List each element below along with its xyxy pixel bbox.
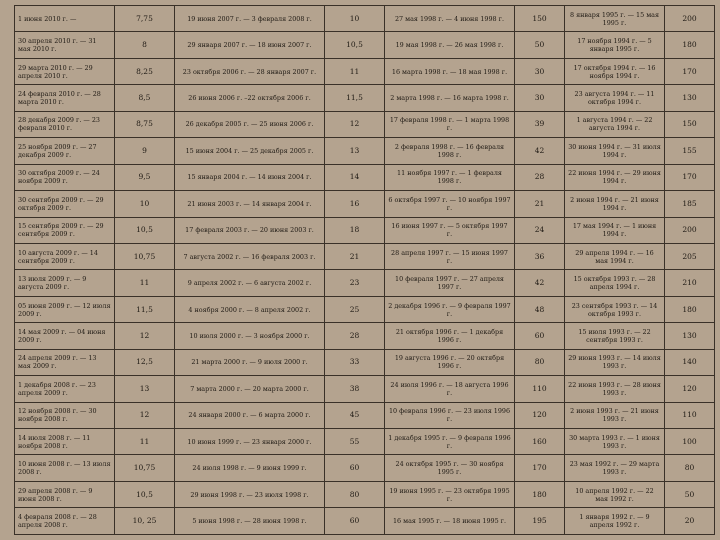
table-row xyxy=(15,455,715,481)
rate-history-document xyxy=(14,5,714,535)
period-cell: 2 июня 1994 г. — 21 июня 1994 г. xyxy=(565,191,665,217)
period-cell: 26 декабря 2005 г. — 25 июня 2006 г. xyxy=(175,111,325,137)
rate-cell: 10,5 xyxy=(325,32,385,58)
period-cell: 25 ноября 2009 г. — 27 декабря 2009 г. xyxy=(15,138,115,164)
period-cell: 7 августа 2002 г. — 16 февраля 2003 г. xyxy=(175,243,325,269)
rate-cell: 39 xyxy=(515,111,565,137)
rate-cell: 10,5 xyxy=(115,481,175,507)
table-row xyxy=(15,429,715,455)
period-cell: 30 апреля 2010 г. — 31 мая 2010 г. xyxy=(15,32,115,58)
rate-cell: 8 xyxy=(115,32,175,58)
rate-cell: 200 xyxy=(665,6,715,32)
period-cell: 17 февраля 2003 г. — 20 июня 2003 г. xyxy=(175,217,325,243)
rate-cell: 13 xyxy=(115,376,175,402)
period-cell: 7 марта 2000 г. — 20 марта 2000 г. xyxy=(175,376,325,402)
period-cell: 05 июня 2009 г. — 12 июля 2009 г. xyxy=(15,296,115,322)
rate-cell: 16 xyxy=(325,191,385,217)
rate-cell: 36 xyxy=(515,243,565,269)
rate-cell: 180 xyxy=(515,481,565,507)
rate-cell: 210 xyxy=(665,270,715,296)
period-cell: 6 октября 1997 г. — 10 ноября 1997 г. xyxy=(385,191,515,217)
table-row xyxy=(15,402,715,428)
rate-cell: 21 xyxy=(325,243,385,269)
rate-cell: 130 xyxy=(665,85,715,111)
table-row xyxy=(15,58,715,84)
rate-cell: 170 xyxy=(665,58,715,84)
rate-cell: 80 xyxy=(515,349,565,375)
period-cell: 15 января 2004 г. — 14 июня 2004 г. xyxy=(175,164,325,190)
period-cell: 10 июля 2000 г. — 3 ноября 2000 г. xyxy=(175,323,325,349)
period-cell: 10 августа 2009 г. — 14 сентября 2009 г. xyxy=(15,243,115,269)
period-cell: 2 июня 1993 г. — 21 июня 1993 г. xyxy=(565,402,665,428)
rate-cell: 24 xyxy=(515,217,565,243)
period-cell: 23 сентября 1993 г. — 14 октября 1993 г. xyxy=(565,296,665,322)
period-cell: 26 июня 2006 г. –22 октября 2006 г. xyxy=(175,85,325,111)
table-row xyxy=(15,243,715,269)
rate-cell: 155 xyxy=(665,138,715,164)
period-cell: 17 ноября 1994 г. — 5 января 1995 г. xyxy=(565,32,665,58)
period-cell: 1 июня 2010 г. — xyxy=(15,6,115,32)
rate-cell: 80 xyxy=(665,455,715,481)
rate-cell: 13 xyxy=(325,138,385,164)
period-cell: 15 июня 2004 г. — 25 декабря 2005 г. xyxy=(175,138,325,164)
period-cell: 22 июня 1994 г. — 29 июня 1994 г. xyxy=(565,164,665,190)
period-cell: 21 июня 2003 г. — 14 января 2004 г. xyxy=(175,191,325,217)
period-cell: 2 февраля 1998 г. — 16 февраля 1998 г. xyxy=(385,138,515,164)
rate-cell: 150 xyxy=(665,111,715,137)
period-cell: 29 июня 1998 г. — 23 июля 1998 г. xyxy=(175,481,325,507)
period-cell: 23 октября 2006 г. — 28 января 2007 г. xyxy=(175,58,325,84)
period-cell: 15 июля 1993 г. — 22 сентября 1993 г. xyxy=(565,323,665,349)
table-row xyxy=(15,349,715,375)
period-cell: 17 мая 1994 г. — 1 июня 1994 г. xyxy=(565,217,665,243)
period-cell: 5 июня 1998 г. — 28 июня 1998 г. xyxy=(175,508,325,535)
period-cell: 19 июня 2007 г. — 3 февраля 2008 г. xyxy=(175,6,325,32)
period-cell: 1 декабря 2008 г. — 23 апреля 2009 г. xyxy=(15,376,115,402)
period-cell: 23 августа 1994 г. — 11 октября 1994 г. xyxy=(565,85,665,111)
period-cell: 1 декабря 1995 г. — 9 февраля 1996 г. xyxy=(385,429,515,455)
period-cell: 15 октября 1993 г. — 28 апреля 1994 г. xyxy=(565,270,665,296)
period-cell: 21 октября 1996 г. — 1 декабря 1996 г. xyxy=(385,323,515,349)
rate-cell: 28 xyxy=(515,164,565,190)
rate-cell: 140 xyxy=(665,349,715,375)
rate-cell: 180 xyxy=(665,296,715,322)
rate-cell: 60 xyxy=(325,508,385,535)
rate-cell: 10,75 xyxy=(115,243,175,269)
rate-cell: 170 xyxy=(515,455,565,481)
period-cell: 16 июня 1997 г. — 5 октября 1997 г. xyxy=(385,217,515,243)
period-cell: 22 июня 1993 г. — 28 июня 1993 г. xyxy=(565,376,665,402)
period-cell: 30 июня 1994 г. — 31 июля 1994 г. xyxy=(565,138,665,164)
period-cell: 24 апреля 2009 г. — 13 мая 2009 г. xyxy=(15,349,115,375)
rate-cell: 9,5 xyxy=(115,164,175,190)
period-cell: 30 марта 1993 г. — 1 июня 1993 г. xyxy=(565,429,665,455)
period-cell: 28 апреля 1997 г. — 15 июня 1997 г. xyxy=(385,243,515,269)
rate-cell: 12,5 xyxy=(115,349,175,375)
rate-cell: 10,75 xyxy=(115,455,175,481)
rate-cell: 42 xyxy=(515,270,565,296)
period-cell: 17 февраля 1998 г. — 1 марта 1998 г. xyxy=(385,111,515,137)
rate-cell: 50 xyxy=(515,32,565,58)
table-row xyxy=(15,296,715,322)
period-cell: 24 июля 1996 г. — 18 августа 1996 г. xyxy=(385,376,515,402)
rate-cell: 180 xyxy=(665,32,715,58)
rate-cell: 80 xyxy=(325,481,385,507)
rate-cell: 55 xyxy=(325,429,385,455)
rate-cell: 30 xyxy=(515,58,565,84)
rate-table xyxy=(14,5,715,535)
table-row xyxy=(15,270,715,296)
rate-cell: 33 xyxy=(325,349,385,375)
rate-cell: 21 xyxy=(515,191,565,217)
rate-cell: 60 xyxy=(515,323,565,349)
period-cell: 12 ноября 2008 г. — 30 ноября 2008 г. xyxy=(15,402,115,428)
rate-cell: 12 xyxy=(115,402,175,428)
period-cell: 2 декабря 1996 г. — 9 февраля 1997 г. xyxy=(385,296,515,322)
table-row xyxy=(15,164,715,190)
table-row xyxy=(15,191,715,217)
rate-cell: 9 xyxy=(115,138,175,164)
period-cell: 19 мая 1998 г. — 26 мая 1998 г. xyxy=(385,32,515,58)
table-row xyxy=(15,6,715,32)
table-row xyxy=(15,217,715,243)
period-cell: 24 июля 1998 г. — 9 июня 1999 г. xyxy=(175,455,325,481)
period-cell: 2 марта 1998 г. — 16 марта 1998 г. xyxy=(385,85,515,111)
rate-cell: 100 xyxy=(665,429,715,455)
period-cell: 4 ноября 2000 г. — 8 апреля 2002 г. xyxy=(175,296,325,322)
rate-cell: 8,25 xyxy=(115,58,175,84)
period-cell: 30 октября 2009 г. — 24 ноября 2009 г. xyxy=(15,164,115,190)
rate-cell: 8,5 xyxy=(115,85,175,111)
rate-cell: 120 xyxy=(665,376,715,402)
period-cell: 14 мая 2009 г. — 04 июня 2009 г. xyxy=(15,323,115,349)
rate-cell: 20 xyxy=(665,508,715,535)
period-cell: 10 февраля 1997 г. — 27 апреля 1997 г. xyxy=(385,270,515,296)
rate-cell: 28 xyxy=(325,323,385,349)
rate-cell: 45 xyxy=(325,402,385,428)
period-cell: 10 февраля 1996 г. — 23 июля 1996 г. xyxy=(385,402,515,428)
rate-cell: 14 xyxy=(325,164,385,190)
table-row xyxy=(15,508,715,535)
rate-cell: 160 xyxy=(515,429,565,455)
rate-cell: 38 xyxy=(325,376,385,402)
rate-cell: 11,5 xyxy=(115,296,175,322)
rate-cell: 8,75 xyxy=(115,111,175,137)
period-cell: 29 июня 1993 г. — 14 июля 1993 г. xyxy=(565,349,665,375)
period-cell: 16 марта 1998 г. — 18 мая 1998 г. xyxy=(385,58,515,84)
rate-cell: 11 xyxy=(325,58,385,84)
period-cell: 19 августа 1996 г. — 20 октября 1996 г. xyxy=(385,349,515,375)
period-cell: 29 января 2007 г. — 18 июня 2007 г. xyxy=(175,32,325,58)
period-cell: 1 августа 1994 г. — 22 августа 1994 г. xyxy=(565,111,665,137)
rate-cell: 205 xyxy=(665,243,715,269)
period-cell: 10 июня 2008 г. — 13 июля 2008 г. xyxy=(15,455,115,481)
rate-cell: 42 xyxy=(515,138,565,164)
period-cell: 4 февраля 2008 г. — 28 апреля 2008 г. xyxy=(15,508,115,535)
period-cell: 8 января 1995 г. — 15 мая 1995 г. xyxy=(565,6,665,32)
rate-cell: 110 xyxy=(665,402,715,428)
rate-cell: 7,75 xyxy=(115,6,175,32)
table-row xyxy=(15,111,715,137)
period-cell: 24 февраля 2010 г. — 28 марта 2010 г. xyxy=(15,85,115,111)
rate-cell: 23 xyxy=(325,270,385,296)
period-cell: 10 июня 1999 г. — 23 января 2000 г. xyxy=(175,429,325,455)
rate-cell: 185 xyxy=(665,191,715,217)
period-cell: 19 июня 1995 г. — 23 октября 1995 г. xyxy=(385,481,515,507)
period-cell: 14 июля 2008 г. — 11 ноября 2008 г. xyxy=(15,429,115,455)
table-row xyxy=(15,32,715,58)
period-cell: 10 апреля 1992 г. — 22 мая 1992 г. xyxy=(565,481,665,507)
table-row xyxy=(15,481,715,507)
rate-cell: 195 xyxy=(515,508,565,535)
rate-cell: 10 xyxy=(115,191,175,217)
period-cell: 11 ноября 1997 г. — 1 февраля 1998 г. xyxy=(385,164,515,190)
rate-cell: 18 xyxy=(325,217,385,243)
table-row xyxy=(15,138,715,164)
rate-cell: 10,5 xyxy=(115,217,175,243)
period-cell: 21 марта 2000 г. — 9 июля 2000 г. xyxy=(175,349,325,375)
table-row xyxy=(15,376,715,402)
period-cell: 27 мая 1998 г. — 4 июня 1998 г. xyxy=(385,6,515,32)
rate-cell: 12 xyxy=(325,111,385,137)
table-row xyxy=(15,85,715,111)
rate-cell: 200 xyxy=(665,217,715,243)
rate-cell: 11 xyxy=(115,270,175,296)
period-cell: 28 декабря 2009 г. — 23 февраля 2010 г. xyxy=(15,111,115,137)
period-cell: 16 мая 1995 г. — 18 июня 1995 г. xyxy=(385,508,515,535)
rate-cell: 120 xyxy=(515,402,565,428)
rate-cell: 30 xyxy=(515,85,565,111)
period-cell: 30 сентября 2009 г. — 29 октября 2009 г. xyxy=(15,191,115,217)
period-cell: 1 января 1992 г. — 9 апреля 1992 г. xyxy=(565,508,665,535)
period-cell: 29 апреля 2008 г. — 9 июня 2008 г. xyxy=(15,481,115,507)
rate-cell: 60 xyxy=(325,455,385,481)
rate-cell: 48 xyxy=(515,296,565,322)
rate-cell: 11,5 xyxy=(325,85,385,111)
rate-cell: 150 xyxy=(515,6,565,32)
rate-cell: 110 xyxy=(515,376,565,402)
period-cell: 13 июля 2009 г. — 9 августа 2009 г. xyxy=(15,270,115,296)
period-cell: 24 января 2000 г. — 6 марта 2000 г. xyxy=(175,402,325,428)
period-cell: 17 октября 1994 г. — 16 ноября 1994 г. xyxy=(565,58,665,84)
rate-cell: 170 xyxy=(665,164,715,190)
rate-cell: 50 xyxy=(665,481,715,507)
period-cell: 23 мая 1992 г. — 29 марта 1993 г. xyxy=(565,455,665,481)
rate-cell: 10 xyxy=(325,6,385,32)
rate-cell: 12 xyxy=(115,323,175,349)
period-cell: 24 октября 1995 г. — 30 ноября 1995 г. xyxy=(385,455,515,481)
period-cell: 15 сентября 2009 г. — 29 сентября 2009 г. xyxy=(15,217,115,243)
rate-cell: 130 xyxy=(665,323,715,349)
rate-cell: 10, 25 xyxy=(115,508,175,535)
table-row xyxy=(15,323,715,349)
rate-cell: 11 xyxy=(115,429,175,455)
rate-cell: 25 xyxy=(325,296,385,322)
period-cell: 9 апреля 2002 г. — 6 августа 2002 г. xyxy=(175,270,325,296)
period-cell: 29 марта 2010 г. — 29 апреля 2010 г. xyxy=(15,58,115,84)
period-cell: 29 апреля 1994 г. — 16 мая 1994 г. xyxy=(565,243,665,269)
